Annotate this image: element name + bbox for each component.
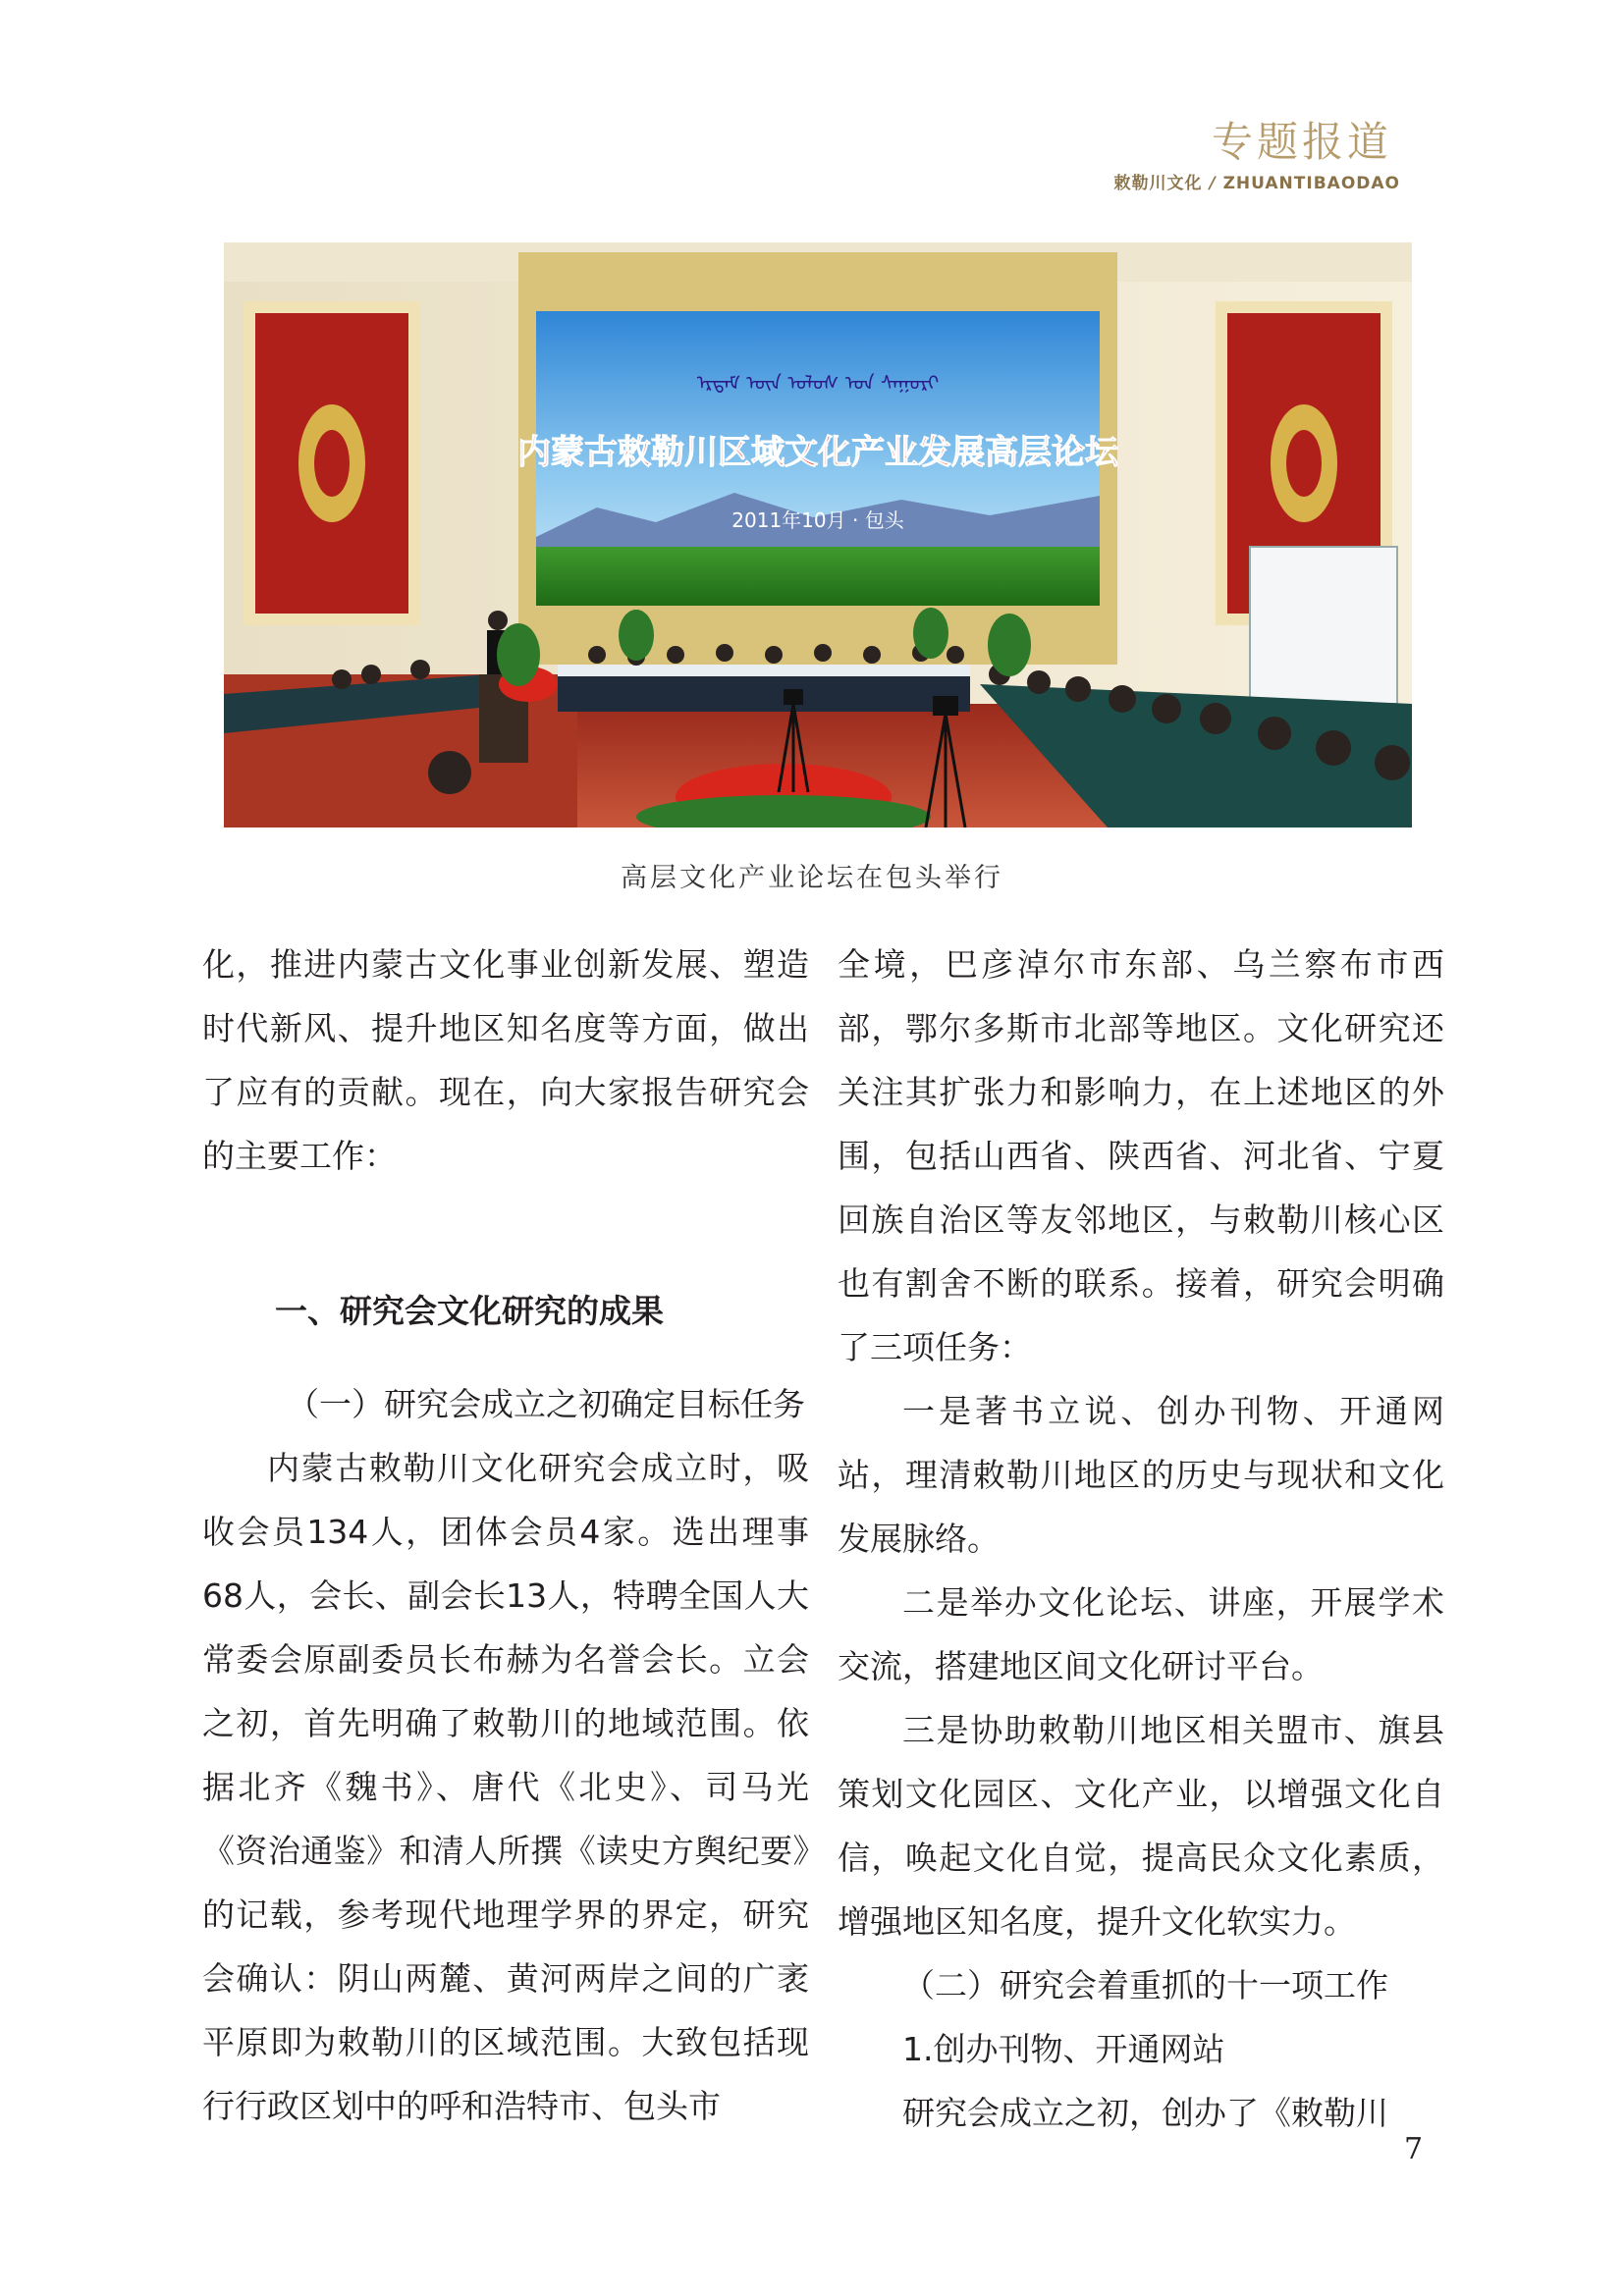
banner-title: 内蒙古敕勒川区域文化产业发展高层论坛 xyxy=(517,433,1118,472)
paragraph: 内蒙古敕勒川文化研究会成立时，吸收会员134人，团体会员4家。选出理事68人，会长、副会长13人，特聘全国人大常委会原副委员长布赫为名誉会长。立会之初，首先明确了敕勒川的地域范围。依据北齐《魏书》、唐代《北史》、司马光《资治通鉴》和清人所撰《读史方舆纪要》的记载，参考现代地理学界的界定，研究会确认：阴山两麓、黄河两岸之间的广袤平原即为敕勒川的区域范围。大致包括现行行政区划中的呼和浩特市、包头市 xyxy=(202,1449,809,2125)
subsection-heading: （一）研究会成立之初确定目标任务 xyxy=(287,1385,805,1423)
paragraph: 全境，巴彦淖尔市东部、乌兰察布市西部，鄂尔多斯市北部等地区。文化研究还关注其扩张力和影响力，在上述地区的外围，包括山西省、陕西省、河北省、宁夏回族自治区等友邻地区，与敕勒川核心区也有割舍不断的联系。接着，研究会明确了三项任务： xyxy=(838,945,1444,1366)
section-subtitle xyxy=(1114,169,1401,193)
paragraph: 二是举办文化论坛、讲座，开展学术交流，搭建地区间文化研讨平台。 xyxy=(838,1583,1444,1685)
left-column xyxy=(202,933,809,2138)
banner-date: 2011年10月 · 包头 xyxy=(731,508,904,532)
paragraph: 化，推进内蒙古文化事业创新发展、塑造时代新风、提升地区知名度等方面，做出了应有的贡献。现在，向大家报告研究会的主要工作： xyxy=(202,945,809,1175)
paragraph: 研究会成立之初，创办了《敕勒川 xyxy=(902,2094,1388,2132)
list-item: 1.创办刊物、开通网站 xyxy=(902,2030,1225,2068)
subsection-heading: （二）研究会着重抓的十一项工作 xyxy=(902,1966,1388,2004)
paragraph: 一是著书立说、创办刊物、开通网站，理清敕勒川地区的历史与现状和文化发展脉络。 xyxy=(838,1392,1444,1558)
forum-photo-illustration xyxy=(224,242,1412,828)
banner-mongol-script: ᠡᠷᠳᠡᠮ ᠦᠨ ᠤᠯᠤᠰ ᠤᠨ ᠰᠠᠭᠤᠷᠢ xyxy=(696,371,940,395)
photo-caption: 高层文化产业论坛在包头举行 xyxy=(621,863,1003,893)
right-column xyxy=(838,933,1444,2145)
page-number: 7 xyxy=(1404,2132,1424,2166)
subtitle-cn: 敕勒川文化 xyxy=(1113,174,1203,193)
paragraph: 三是协助敕勒川地区相关盟市、旗县策划文化园区、文化产业，以增强文化自信，唤起文化自觉，提高民众文化素质，增强地区知名度，提升文化软实力。 xyxy=(838,1711,1444,1941)
forum-photo xyxy=(224,242,1412,828)
subtitle-separator: / xyxy=(1209,174,1217,193)
subtitle-en: ZHUANTIBAODAO xyxy=(1222,174,1400,193)
section-heading: 一、研究会文化研究的成果 xyxy=(275,1292,664,1330)
section-title: 专题报道 xyxy=(1211,118,1392,166)
